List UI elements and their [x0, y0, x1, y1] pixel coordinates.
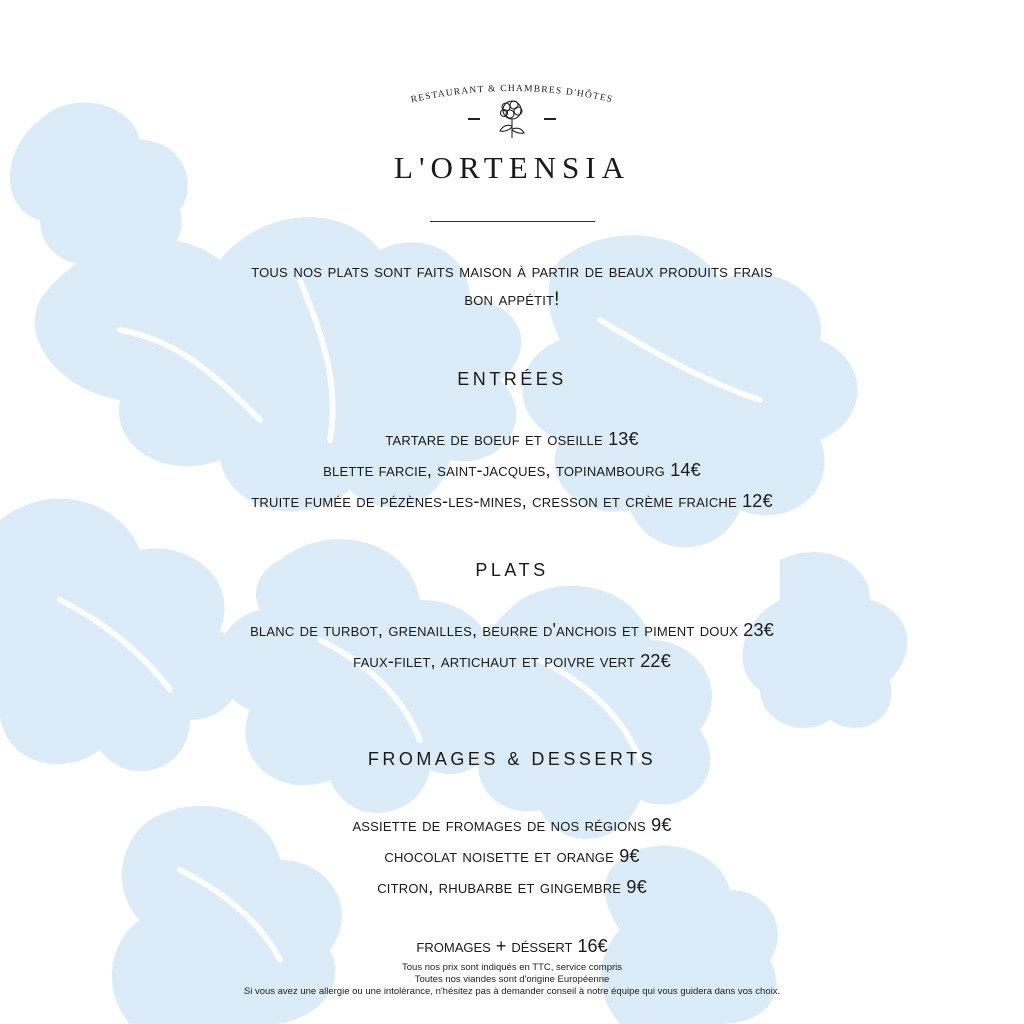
right-dash [544, 118, 556, 120]
header-divider [430, 221, 595, 222]
item-price: 23€ [743, 620, 774, 640]
footnote-allergy: Si vous avez une allergie ou une intolérance, n'hésitez pas à demander conseil à notre équipe qui vous guidera dans vos choix. [243, 986, 781, 997]
footnote-origin: Toutes nos viandes sont d'origine Européenne [414, 974, 610, 985]
item-name: assiette de fromages de nos régions [352, 815, 646, 835]
menu-item [0, 877, 1024, 898]
menu-item [0, 815, 1024, 836]
item-name: citron, rhubarbe et gingembre [377, 877, 622, 897]
combo-offer [0, 936, 1024, 957]
item-price: 14€ [670, 460, 701, 480]
item-price: 13€ [608, 429, 639, 449]
menu-item [0, 491, 1024, 512]
section-title-entrees: ENTRÉES [457, 369, 567, 389]
item-name: faux-filet, artichaut et poivre vert [353, 651, 636, 671]
menu-item [0, 651, 1024, 672]
footnote-prices: Tous nos prix sont indiqués en TTC, service compris [402, 962, 622, 973]
section-title-plats: PLATS [475, 560, 549, 580]
bon-appetit-line: bon appétit! [464, 289, 560, 310]
svg-text:RESTAURANT & CHAMBRES D'HÔTES: RESTAURANT & CHAMBRES D'HÔTES [409, 83, 615, 106]
hydrangea-flower-icon [487, 96, 537, 140]
item-name: truite fumée de pézènes-les-mines, cresson et crème fraiche [251, 491, 737, 511]
item-price: 9€ [619, 846, 640, 866]
item-name: blette farcie, saint-jacques, topinambourg [323, 460, 665, 480]
restaurant-name: L'ORTENSIA [394, 150, 630, 185]
intro-line: tous nos plats sont faits maison à partir de beaux produits frais [251, 261, 773, 282]
logo-row [0, 96, 1024, 140]
menu-item [0, 460, 1024, 481]
menu-item [0, 429, 1024, 450]
left-dash [468, 118, 480, 120]
item-price: 9€ [651, 815, 672, 835]
combo-price: 16€ [577, 936, 608, 956]
section-title-fromages-desserts: FROMAGES & DESSERTS [367, 749, 657, 769]
combo-name: fromages + déssert [416, 936, 573, 956]
item-name: tartare de boeuf et oseille [385, 429, 603, 449]
item-price: 12€ [742, 491, 773, 511]
menu-item [0, 846, 1024, 867]
menu-item [0, 620, 1024, 641]
item-name: chocolat noisette et orange [384, 846, 614, 866]
item-name: blanc de turbot, grenailles, beurre d'anchois et piment doux [250, 620, 739, 640]
item-price: 22€ [640, 651, 671, 671]
item-price: 9€ [626, 877, 647, 897]
